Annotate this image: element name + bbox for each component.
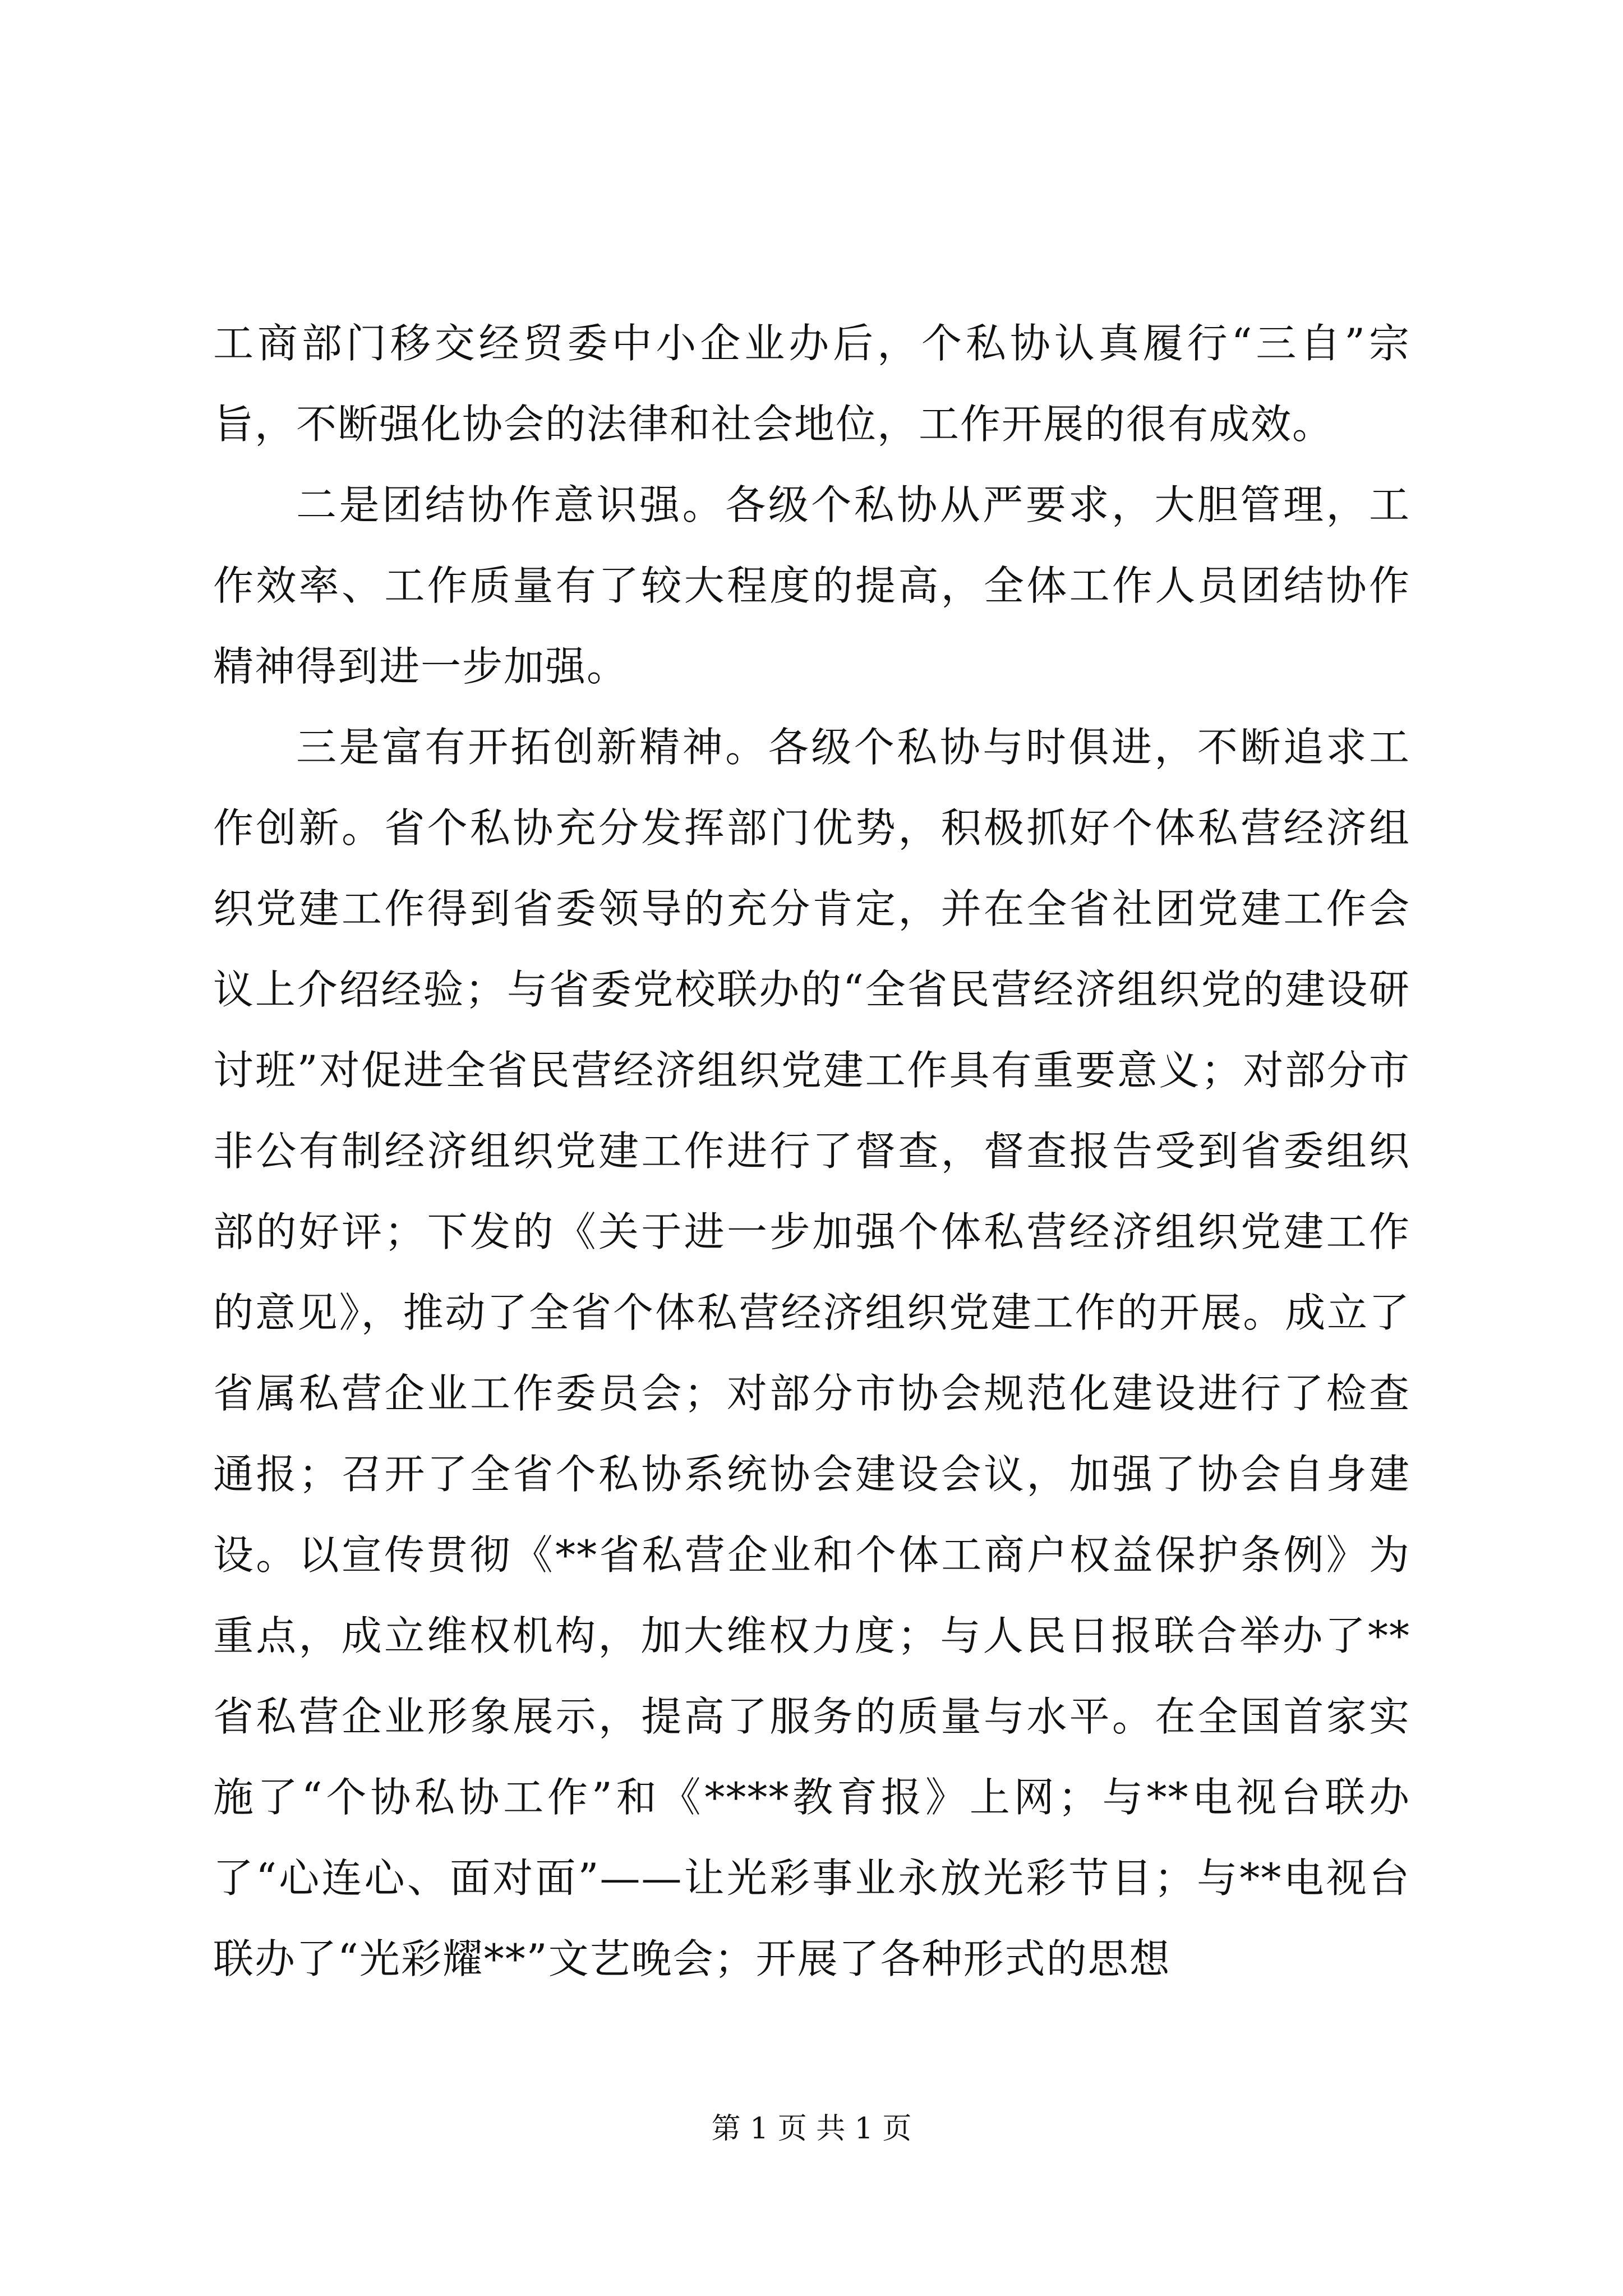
paragraph-innovation: 三是富有开拓创新精神。各级个私协与时俱进，不断追求工作创新。省个私协充分发挥部门优势，积极抓好个体私营经济组织党建工作得到省委领导的充分肯定，并在全省社团党建工作会议上介绍经验；与省委党校联办的“全省民营经济组织党的建设研讨班”对促进全省民营经济组织党建工作具有重要意义；对部分市非公有制经济组织党建工作进行了督查，督查报告受到省委组织部的好评；下发的《关于进一步加强个体私营经济组织党建工作的意见》，推动了全省个体私营经济组织党建工作的开展。成立了省属私营企业工作委员会；对部分市协会规范化建设进行了检查通报；召开了全省个私协系统协会建设会议，加强了协会自身建设。以宣传贯彻《**省私营企业和个体工商户权益保护条例》为重点，成立维权机构，加大维权力度；与人民日报联合举办了**省私营企业形象展示，提高了服务的质量与水平。在全国首家实施了“个协私协工作”和《****教育报》上网；与**电视台联办了“心连心、面对面”——让光彩事业永放光彩节目；与**电视台联办了“光彩耀**”文艺晚会；开展了各种形式的思想 bbox=[213, 724, 1410, 1982]
paragraph-teamwork: 二是团结协作意识强。各级个私协从严要求，大胆管理，工作效率、工作质量有了较大程度的提高，全体工作人员团结协作精神得到进一步加强。 bbox=[213, 481, 1410, 690]
document-body bbox=[213, 303, 1410, 1999]
paragraph-continuation: 工商部门移交经贸委中小企业办后，个私协认真履行“三自”宗旨，不断强化协会的法律和社会地位，工作开展的很有成效。 bbox=[213, 320, 1410, 448]
page-footer: 第 1 页 共 1 页 bbox=[711, 2112, 912, 2146]
